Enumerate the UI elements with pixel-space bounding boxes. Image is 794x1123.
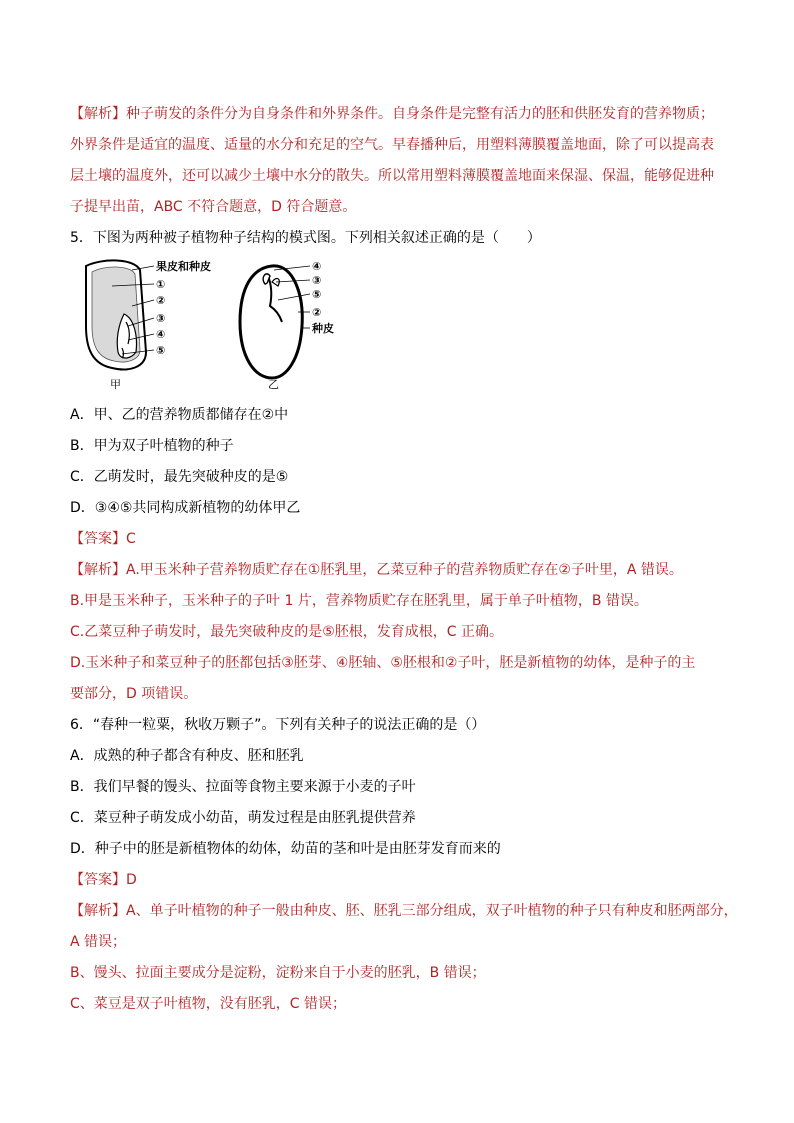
yi-label-4: ④	[312, 260, 322, 273]
jia-caption: 甲	[110, 378, 121, 391]
bean-seed-yi	[240, 266, 310, 378]
corn-seed-jia	[86, 260, 154, 369]
yi-label-2: ②	[312, 306, 322, 319]
explanation-5-line-3: C.乙菜豆种子萌发时，最先突破种皮的是⑤胚根，发育成根，C 正确。	[70, 624, 504, 640]
answer-tag: 【答案】	[70, 872, 126, 888]
jia-label-1: ①	[156, 278, 166, 291]
explanation-text: A.甲玉米种子营养物质贮存在①胚乳里，乙菜豆种子的营养物质贮存在②子叶里，A 错误。	[126, 562, 683, 578]
jia-label-4: ④	[156, 328, 166, 341]
question-6-option-c: C．菜豆种子萌发成小幼苗，萌发过程是由胚乳提供营养	[70, 810, 416, 826]
jia-label-pericarp: 果皮和种皮	[156, 260, 211, 273]
answer-6	[70, 870, 730, 890]
answer-value: C	[126, 531, 136, 547]
question-6-option-b: B．我们早餐的馒头、拉面等食物主要来源于小麦的子叶	[70, 779, 416, 795]
seed-diagram	[72, 256, 342, 396]
seed-structure-figure	[72, 256, 342, 396]
explanation-6-line-4: C、菜豆是双子叶植物，没有胚乳，C 错误；	[70, 996, 346, 1012]
question-5-stem: 5．下图为两种被子植物种子结构的模式图。下列相关叙述正确的是（ ）	[70, 230, 541, 246]
answer-5	[70, 529, 730, 549]
jia-label-2: ②	[156, 294, 166, 307]
explanation-5-line-2: B.甲是玉米种子，玉米种子的子叶 1 片，营养物质贮存在胚乳里，属于单子叶植物，B 错误。	[70, 593, 648, 609]
explanation-4-line-3: 层土壤的温度外，还可以减少土壤中水分的散失。所以常用塑料薄膜覆盖地面来保湿、保温，能够促进种	[70, 168, 714, 184]
explanation-tag: 【解析】	[70, 903, 126, 919]
explanation-4-line-4: 子提早出苗，ABC 不符合题意，D 符合题意。	[70, 199, 357, 215]
yi-caption: 乙	[268, 378, 279, 391]
yi-label-3: ③	[312, 274, 322, 287]
jia-label-3: ③	[156, 312, 166, 325]
answer-tag: 【答案】	[70, 531, 126, 547]
explanation-text: A、单子叶植物的种子一般由种皮、胚、胚乳三部分组成，双子叶植物的种子只有种皮和胚两部分，	[126, 903, 738, 919]
yi-label-seed-coat: 种皮	[312, 322, 334, 335]
explanation-5-line-1	[70, 560, 730, 580]
jia-label-5: ⑤	[156, 344, 166, 357]
question-5-option-b: B．甲为双子叶植物的种子	[70, 438, 234, 454]
question-5-option-c: C．乙萌发时，最先突破种皮的是⑤	[70, 469, 289, 485]
explanation-text: 种子萌发的条件分为自身条件和外界条件。自身条件是完整有活力的胚和供胚发育的营养物质；	[126, 106, 714, 122]
explanation-5-line-4: D.玉米种子和菜豆种子的胚都包括③胚芽、④胚轴、⑤胚根和②子叶，胚是新植物的幼体，是种子的主	[70, 655, 696, 671]
question-5-option-a: A．甲、乙的营养物质都储存在②中	[70, 407, 289, 423]
question-6-stem: 6．“春种一粒粟，秋收万颗子”。下列有关种子的说法正确的是（）	[70, 717, 486, 733]
question-5-option-d: D．③④⑤共同构成新植物的幼体甲乙	[70, 500, 301, 516]
explanation-4-line-1	[70, 104, 730, 124]
explanation-6-line-2: A 错误；	[70, 934, 127, 950]
explanation-6-line-3: B、馒头、拉面主要成分是淀粉，淀粉来自于小麦的胚乳，B 错误；	[70, 965, 486, 981]
question-6-option-a: A．成熟的种子都含有种皮、胚和胚乳	[70, 748, 304, 764]
answer-value: D	[126, 872, 137, 888]
explanation-6-line-1	[70, 901, 738, 921]
yi-label-5: ⑤	[312, 288, 322, 301]
explanation-tag: 【解析】	[70, 106, 126, 122]
explanation-tag: 【解析】	[70, 562, 126, 578]
explanation-4-line-2: 外界条件是适宜的温度、适量的水分和充足的空气。早春播种后，用塑料薄膜覆盖地面，除了可以提高表	[70, 137, 714, 153]
explanation-5-line-5: 要部分，D 项错误。	[70, 686, 198, 702]
question-6-option-d: D．种子中的胚是新植物体的幼体，幼苗的茎和叶是由胚芽发育而来的	[70, 841, 501, 857]
